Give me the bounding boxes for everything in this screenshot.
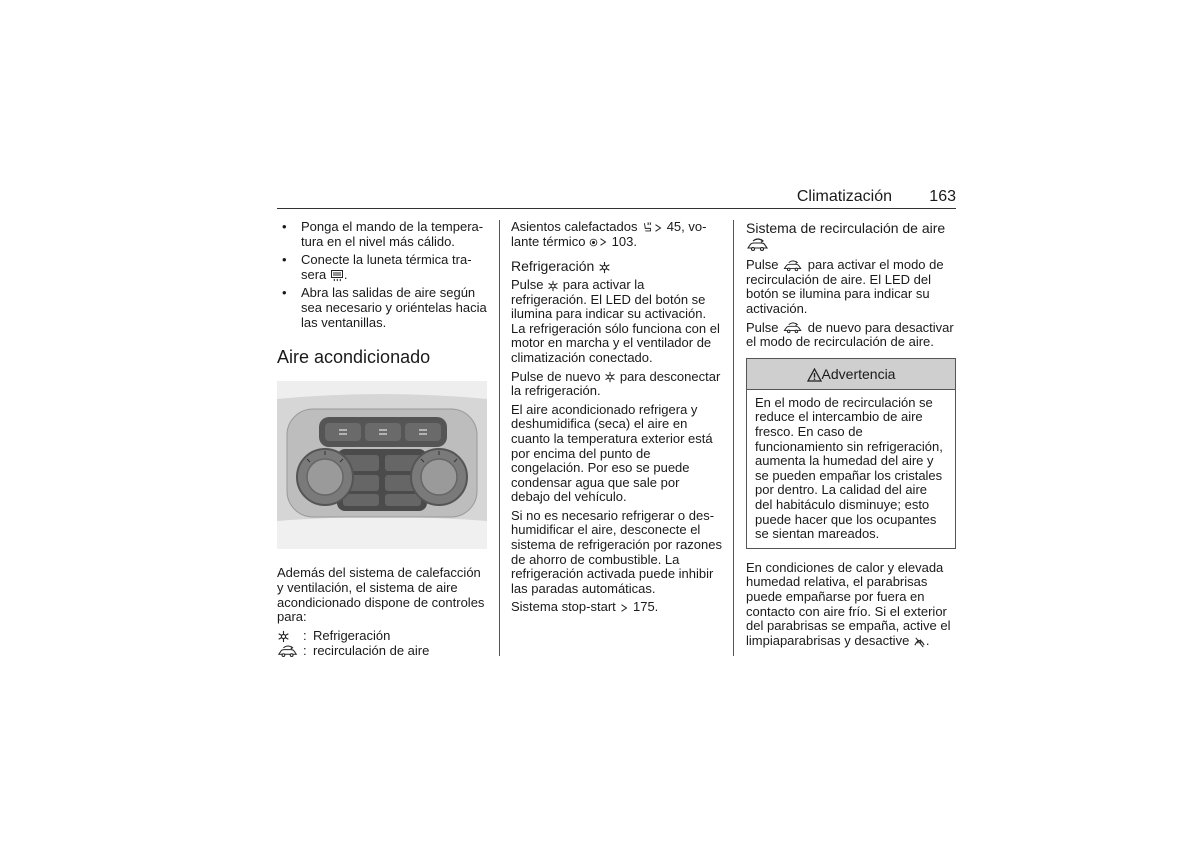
column-middle — [511, 220, 722, 619]
snowflake-icon — [277, 630, 290, 643]
warning-text: En el modo de recirculación se reduce el intercambio de aire fresco. En caso de funcionamiento sin refrigeración, aumenta la humedad del aire y se pueden empañar los cristales por dentro. La calidad del aire del habitáculo disminuye; esto puede hacer que los ocupantes se sientan mareados. — [755, 394, 943, 542]
paragraph: El aire acondicionado refrigera y deshumidifica (seca) el aire en cuanto la temperatura exterior está por encima del punto de congelación. Por eso se puede condensar agua que sale por debajo del vehículo. — [511, 401, 713, 505]
subsection-heading: Refrigeración — [511, 259, 722, 274]
bullet-item: • Conecte la luneta térmica trasera . — [282, 252, 472, 282]
climate-control-panel-image — [277, 381, 487, 549]
page-reference-icon — [619, 603, 629, 613]
paragraph: Sistema stop-start 175. — [511, 599, 659, 615]
paragraph: Pulse para activar el modo de recirculación de aire. El LED del botón se ilumina para indicar su activación. — [746, 257, 944, 317]
section-heading: Aire acondicionado — [277, 347, 431, 368]
header-rule — [277, 208, 956, 209]
legend-row: : recirculación de aire — [277, 644, 489, 659]
heated-steering-wheel-icon — [589, 238, 598, 247]
paragraph: Pulse de nuevo para desconectar la refrigeración. — [511, 368, 721, 399]
bullet-text: Ponga el mando de la temperatura en el nivel más cálido. — [301, 219, 484, 249]
column-left — [277, 220, 489, 659]
section-title: Climatización — [796, 188, 892, 205]
column-divider — [499, 220, 500, 656]
column-divider — [733, 220, 734, 656]
snowflake-icon — [598, 261, 611, 274]
paragraph: Pulse de nuevo para desactivar el modo de recirculación de aire. — [746, 319, 954, 350]
page-reference-icon — [598, 237, 608, 247]
legend-text: recirculación de aire — [313, 642, 430, 658]
bullet-item: • Abra las salidas de aire según sea necesario y oriéntelas hacia las ventanillas. — [282, 285, 487, 330]
paragraph: Además del sistema de calefacción y ventilación, el sistema de aire acondicionado dispone de controles para: — [277, 565, 485, 625]
page-reference-icon — [653, 223, 663, 233]
bullet-text: Conecte la luneta térmica trasera — [301, 252, 472, 282]
heated-seat-icon — [641, 221, 653, 234]
paragraph: En condiciones de calor y elevada humedad relativa, el parabrisas puede empañarse por fuera en contacto con aire frío. Si el exterior del parabrisas se empaña, active el limpiaparabrisas y desactive . — [746, 559, 951, 648]
rear-wiper-defrost-icon — [913, 635, 926, 648]
paragraph: Si no es necesario refrigerar o deshumidificar el aire, desconecte el sistema de refrigeración por razones de ahorro de combustible. La refrigeración activada puede inhibir las paradas automáticas. — [511, 507, 722, 596]
legend-text: Refrigeración — [313, 627, 391, 643]
paragraph: Pulse para activar la refrigeración. El LED del botón se ilumina para indicar su activación. La refrigeración sólo funciona con el motor en marcha y el ventilador de climatización conectado. — [511, 276, 720, 365]
column-right — [746, 220, 956, 652]
warning-box — [746, 358, 956, 549]
paragraph: Asientos calefactados 45, volante térmico 103. — [511, 219, 707, 249]
subsection-heading: Sistema de recirculación de aire — [746, 220, 956, 252]
page-number: 163 — [929, 188, 956, 205]
rear-window-heater-icon — [330, 268, 344, 282]
recirculation-icon — [746, 238, 770, 252]
bullet-text: Abra las salidas de aire según sea necesario y oriéntelas hacia las ventanillas. — [301, 285, 487, 330]
recirculation-icon — [782, 322, 804, 334]
bullet-item: • Ponga el mando de la temperatura en el nivel más cálido. — [282, 219, 484, 249]
recirculation-icon — [277, 645, 299, 658]
warning-header: Advertencia — [747, 359, 955, 390]
recirculation-icon — [782, 260, 804, 272]
snowflake-icon — [547, 280, 559, 292]
legend-row: : Refrigeración — [277, 629, 489, 644]
snowflake-icon — [604, 371, 616, 383]
warning-triangle-icon — [807, 368, 822, 382]
